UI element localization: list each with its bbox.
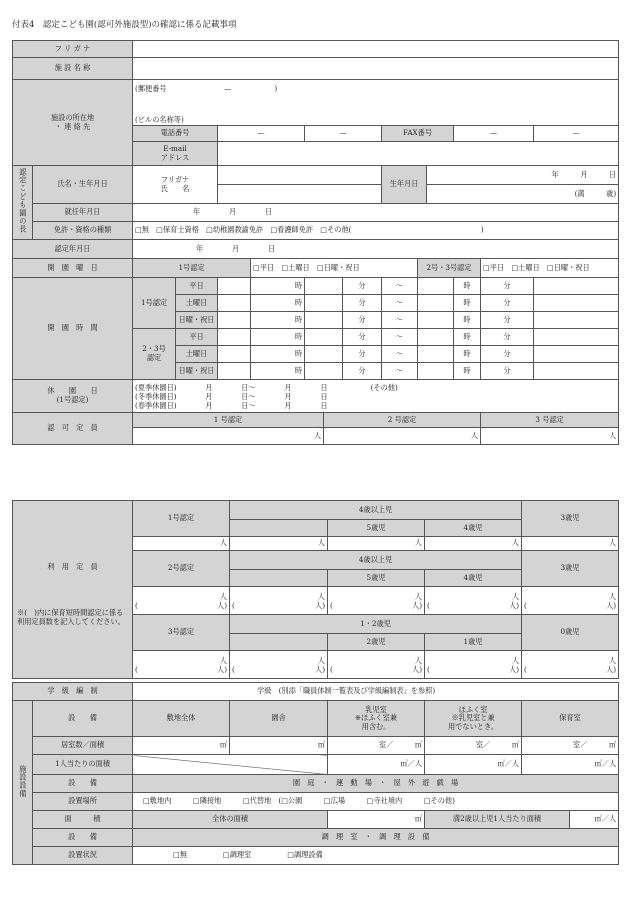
form-cell: ～ (382, 346, 418, 363)
blank-cell[interactable] (534, 346, 619, 363)
director-section-label (13, 166, 33, 240)
open-days-type1-options[interactable]: □平日 □土曜日 □日曜・祝日 (251, 259, 418, 278)
blank-cell (133, 755, 328, 775)
form-cell: 全体の面積 (133, 811, 328, 829)
form-cell: 乳児室 ※ほふく室兼 用含む。 (328, 701, 425, 737)
blank-cell[interactable] (534, 329, 619, 346)
form-cell[interactable]: ㎡／人 (522, 755, 619, 775)
hours-weekday: 平日 (176, 278, 218, 295)
form-cell[interactable]: 時 (251, 295, 305, 312)
capacity-type3: 3 号認定 (481, 413, 619, 428)
cell-text: ( (330, 600, 333, 610)
form-cell: ～ (382, 278, 418, 295)
form-cell: 日曜・祝日 (176, 363, 218, 380)
cell-text: 利 用 定 員 (47, 562, 98, 571)
age-field[interactable]: (満 歳) (427, 185, 619, 204)
cell-text (330, 665, 422, 674)
cell-text: 認定こども園の長 (18, 168, 28, 234)
hours-saturday: 土曜日 (176, 295, 218, 312)
cert-date-field[interactable]: 年 月 日 (133, 240, 619, 259)
facility-furigana-field[interactable] (133, 41, 619, 58)
status-label: 設置状況 (33, 847, 133, 865)
cell-text (135, 601, 227, 610)
form-cell[interactable]: ㎡／人 (328, 755, 425, 775)
form-cell[interactable]: 時 (454, 312, 481, 329)
form-cell[interactable]: 時 (454, 363, 481, 380)
blank-cell[interactable] (425, 651, 522, 679)
blank-cell[interactable] (218, 278, 251, 295)
blank-cell[interactable] (522, 587, 619, 615)
cell-text: ( (427, 600, 430, 610)
blank-cell[interactable] (418, 346, 454, 363)
form-cell: 保育室 (522, 701, 619, 737)
cell-text: 人 (219, 655, 227, 665)
cell-text: 人) (217, 600, 227, 610)
hours-type23: 2・3号 認定 (133, 329, 176, 380)
cell-text: 人) (315, 664, 325, 674)
hours-sunday: 日曜・祝日 (176, 312, 218, 329)
blank-cell[interactable] (328, 651, 425, 679)
tenure-date-field[interactable]: 年 月 日 (133, 204, 619, 222)
form-cell: 設 備 (33, 775, 133, 793)
form-cell[interactable]: 人 (481, 428, 619, 445)
form-cell: 0歳児 (522, 615, 619, 651)
cell-text: 人 (219, 591, 227, 601)
form-cell: 4歳児 (425, 570, 522, 587)
form-cell: 平日 (176, 329, 218, 346)
blank-cell[interactable] (328, 587, 425, 615)
form-cell[interactable]: 室／ ㎡ (522, 737, 619, 755)
cell-text: ( (232, 664, 235, 674)
cell-text: 施設設備 (18, 764, 28, 798)
blank-cell[interactable] (230, 570, 328, 587)
blank-cell[interactable] (418, 312, 454, 329)
blank-cell[interactable] (418, 295, 454, 312)
form-cell[interactable]: 人 (230, 537, 328, 551)
usage-type2-age4up: 4歳以上児 (230, 551, 522, 570)
form-cell[interactable]: 時 (251, 312, 305, 329)
postal-code-field[interactable]: (郵便番号 — ) (133, 80, 619, 100)
form-cell: ～ (382, 295, 418, 312)
cell-text: ( (135, 600, 138, 610)
place-label: 設置場所 (33, 793, 133, 811)
director-furigana-label (133, 166, 218, 204)
form-cell[interactable]: 時 (251, 346, 305, 363)
fax-label: FAX番号 (382, 126, 454, 142)
form-cell: 2歳児 (328, 634, 425, 651)
form-cell[interactable]: 時 (454, 329, 481, 346)
form-cell[interactable]: 分 (481, 295, 534, 312)
tel-dash-2[interactable]: — (305, 126, 382, 142)
form-cell[interactable]: ㎡／人 (570, 811, 619, 829)
cell-text (330, 601, 422, 610)
hours-type1: 1号認定 (133, 278, 176, 329)
per-person-area-label: 1人当たりの面積 (33, 755, 133, 775)
blank-cell[interactable] (230, 651, 328, 679)
blank-cell[interactable] (418, 278, 454, 295)
form-cell: 満2歳以上児1人当たり面積 (425, 811, 570, 829)
cell-text: ( (427, 664, 430, 674)
building-name-field[interactable]: (ビルの名称等) (133, 100, 619, 126)
cell-text: 人) (315, 600, 325, 610)
cell-text: 人) (606, 600, 617, 610)
facility-table (12, 40, 619, 445)
cell-text: 人) (509, 600, 520, 610)
form-cell: ほふく室 ※乳児室と兼 用でないとき。 (425, 701, 522, 737)
class-org-field[interactable]: 学級 (別添「職員体制一覧表及び学級編制表」を参照) (133, 683, 619, 701)
blank-cell[interactable] (522, 651, 619, 679)
blank-cell[interactable] (230, 587, 328, 615)
cell-text: 人 (414, 655, 422, 665)
place-options[interactable]: □敷地内 □隣接地 □代替地 (□公園 □広場 □寺社境内 □その他) (133, 793, 619, 811)
form-cell[interactable]: 時 (454, 295, 481, 312)
tel-dash-1[interactable]: — (218, 126, 305, 142)
form-cell[interactable]: ㎡ (133, 737, 230, 755)
blank-cell[interactable] (230, 520, 328, 537)
director-furigana-field[interactable] (218, 166, 382, 185)
holidays-label: 休 園 日 (1号認定) (13, 380, 133, 413)
usage-type1: 1号認定 (133, 501, 230, 537)
open-days-type23: 2号・3号認定 (418, 259, 481, 278)
director-name-field[interactable] (218, 185, 382, 204)
open-days-type1: 1号認定 (133, 259, 251, 278)
cell-text: 人) (412, 664, 422, 674)
cell-text (135, 665, 227, 674)
blank-cell[interactable] (305, 346, 343, 363)
form-cell[interactable]: 時 (454, 346, 481, 363)
cell-text (524, 665, 616, 674)
cell-text: ( (524, 600, 527, 610)
document-title: 付表4 認定こども園(認可外施設型)の確認に係る記載事項 (12, 20, 237, 30)
license-options[interactable]: □無 □保育士資格 □幼稚園教諭免許 □看護師免許 □その他( ) (133, 222, 619, 240)
form-cell[interactable]: 分 (481, 346, 534, 363)
form-cell: 土曜日 (176, 346, 218, 363)
form-cell: 1歳児 (425, 634, 522, 651)
address-label: 施設の所在地 ・ 連 絡 先 (13, 80, 133, 166)
form-cell[interactable]: 分 (343, 295, 382, 312)
form-cell[interactable]: 人 (324, 428, 481, 445)
blank-cell[interactable] (418, 329, 454, 346)
tenure-label: 就任年月日 (33, 204, 133, 222)
rooms-area-label: 居室数／面積 (33, 737, 133, 755)
blank-cell[interactable] (218, 295, 251, 312)
cell-text: 人) (509, 664, 520, 674)
usage-type1-age3: 3歳児 (522, 501, 619, 537)
form-cell[interactable]: 分 (343, 329, 382, 346)
kitchen-header: 調 理 室 ・ 調 理 設 備 (133, 829, 619, 847)
dob-field[interactable]: 年 月 日 (427, 166, 619, 185)
form-cell[interactable]: 分 (343, 363, 382, 380)
holidays-field[interactable]: (夏季休園日) 月 日～ 月 日 (その他) (冬季休園日) 月 日～ 月 日 (春季休園日) 月 日～ 月 日 (133, 380, 619, 413)
cell-text: 人 (414, 591, 422, 601)
hours-label: 開 園 時 間 (13, 278, 133, 380)
equipment-label: 設 備 (33, 701, 133, 737)
form-cell[interactable]: 人 (522, 537, 619, 551)
fax-dash-1[interactable]: — (454, 126, 534, 142)
cert-date-label: 認定年月日 (13, 240, 133, 259)
fax-dash-2[interactable]: — (534, 126, 619, 142)
blank-cell[interactable] (218, 312, 251, 329)
form-cell[interactable]: 時 (454, 278, 481, 295)
form-cell: 園舎 (230, 701, 328, 737)
cell-text: 人 (317, 591, 325, 601)
form-cell: 3歳児 (522, 551, 619, 587)
blank-cell[interactable] (425, 587, 522, 615)
blank-cell[interactable] (534, 278, 619, 295)
cell-text: 人 (511, 591, 520, 601)
cell-text: 人 (608, 655, 617, 665)
form-cell[interactable]: 人 (425, 537, 522, 551)
form-cell[interactable]: 分 (481, 278, 534, 295)
blank-cell[interactable] (218, 346, 251, 363)
facility-name-label: 施 設 名 称 (13, 58, 133, 80)
class-org-label: 学 級 編 制 (13, 683, 133, 701)
blank-cell[interactable] (218, 329, 251, 346)
blank-cell[interactable] (305, 278, 343, 295)
form-cell[interactable]: 室／ ㎡ (425, 737, 522, 755)
blank-cell[interactable] (230, 634, 328, 651)
cell-text (427, 601, 519, 610)
form-cell[interactable]: 分 (343, 312, 382, 329)
form-cell[interactable]: ㎡／人 (425, 755, 522, 775)
form-cell[interactable]: 人 (328, 537, 425, 551)
form-cell[interactable]: 分 (481, 329, 534, 346)
form-cell: 4歳児 (425, 520, 522, 537)
cell-text: ( (232, 600, 235, 610)
form-cell[interactable]: 分 (343, 346, 382, 363)
form-cell[interactable]: 時 (251, 329, 305, 346)
usage-note: ※( )内に保育短時間認定に係る利用定員数を記入してください。 (17, 607, 125, 627)
form-cell[interactable]: 人 (133, 428, 324, 445)
cell-text: ( (524, 664, 527, 674)
form-cell[interactable]: 分 (343, 278, 382, 295)
usage-table (12, 500, 619, 679)
license-label: 免許・資格の種類 (33, 222, 133, 240)
form-cell: ～ (382, 312, 418, 329)
form-cell: ～ (382, 329, 418, 346)
status-options[interactable]: □無 □調理室 □調理設備 (133, 847, 619, 865)
usage-type2: 2号認定 (133, 551, 230, 587)
form-cell[interactable]: 時 (251, 278, 305, 295)
cell-text (232, 665, 325, 674)
form-cell[interactable]: 分 (481, 363, 534, 380)
capacity-label: 認 可 定 員 (13, 413, 133, 445)
cell-text: 人) (606, 664, 617, 674)
furigana-label: フ リ ガ ナ (13, 41, 133, 58)
usage-label-cell (13, 501, 133, 679)
cell-text: ( (330, 664, 333, 674)
form-cell: ～ (382, 363, 418, 380)
open-days-label: 開 園 曜 日 (13, 259, 133, 278)
form-cell: 5歳児 (328, 570, 425, 587)
blank-cell[interactable] (534, 312, 619, 329)
form-cell[interactable]: 時 (251, 363, 305, 380)
name-dob-label: 氏名・生年月日 (33, 166, 133, 204)
form-cell[interactable]: ㎡ (230, 737, 328, 755)
blank-cell[interactable] (534, 295, 619, 312)
cell-text: 人 (608, 591, 617, 601)
usage-type1-age4up: 4歳以上児 (230, 501, 522, 520)
form-cell[interactable]: 人 (133, 537, 230, 551)
open-days-type23-options[interactable]: □平日 □土曜日 □日曜・祝日 (481, 259, 619, 278)
cell-text: 人) (217, 664, 227, 674)
cell-text: 人) (412, 600, 422, 610)
dob-label: 生年月日 (382, 166, 427, 204)
form-cell[interactable]: ㎡ (328, 811, 425, 829)
blank-cell[interactable] (418, 363, 454, 380)
blank-cell[interactable] (133, 651, 230, 679)
cell-text: 人 (317, 655, 325, 665)
form-cell: 敷地全体 (133, 701, 230, 737)
cell-text (427, 665, 519, 674)
capacity-type1: 1 号認定 (133, 413, 324, 428)
blank-cell[interactable] (218, 363, 251, 380)
equipment-section-label (13, 701, 33, 865)
cell-text: フリガナ (160, 174, 190, 184)
form-cell: 設 備 (33, 829, 133, 847)
blank-cell[interactable] (534, 363, 619, 380)
blank-cell[interactable] (305, 312, 343, 329)
form-cell[interactable]: 室／ ㎡ (328, 737, 425, 755)
usage-type3-age12: 1・2歳児 (230, 615, 522, 634)
usage-type3: 3号認定 (133, 615, 230, 651)
form-cell: 5歳児 (328, 520, 425, 537)
blank-cell[interactable] (133, 587, 230, 615)
facility-name-field[interactable] (133, 58, 619, 80)
capacity-type2: 2 号認定 (324, 413, 481, 428)
cell-text: 氏 名 (160, 183, 190, 193)
blank-cell[interactable] (305, 295, 343, 312)
blank-cell[interactable] (305, 329, 343, 346)
email-field[interactable] (218, 142, 619, 166)
blank-cell[interactable] (305, 363, 343, 380)
email-label: E-mail アドレス (133, 142, 218, 166)
cell-text: ( (135, 664, 138, 674)
tel-label: 電話番号 (133, 126, 218, 142)
yard-header: 園 庭 ・ 運 動 場 ・ 屋 外 遊 戯 場 (133, 775, 619, 793)
cell-text (232, 601, 325, 610)
area-label: 面 積 (33, 811, 133, 829)
cell-text: 人 (511, 655, 520, 665)
form-cell[interactable]: 分 (481, 312, 534, 329)
cell-text (524, 601, 616, 610)
equipment-table (12, 682, 619, 865)
